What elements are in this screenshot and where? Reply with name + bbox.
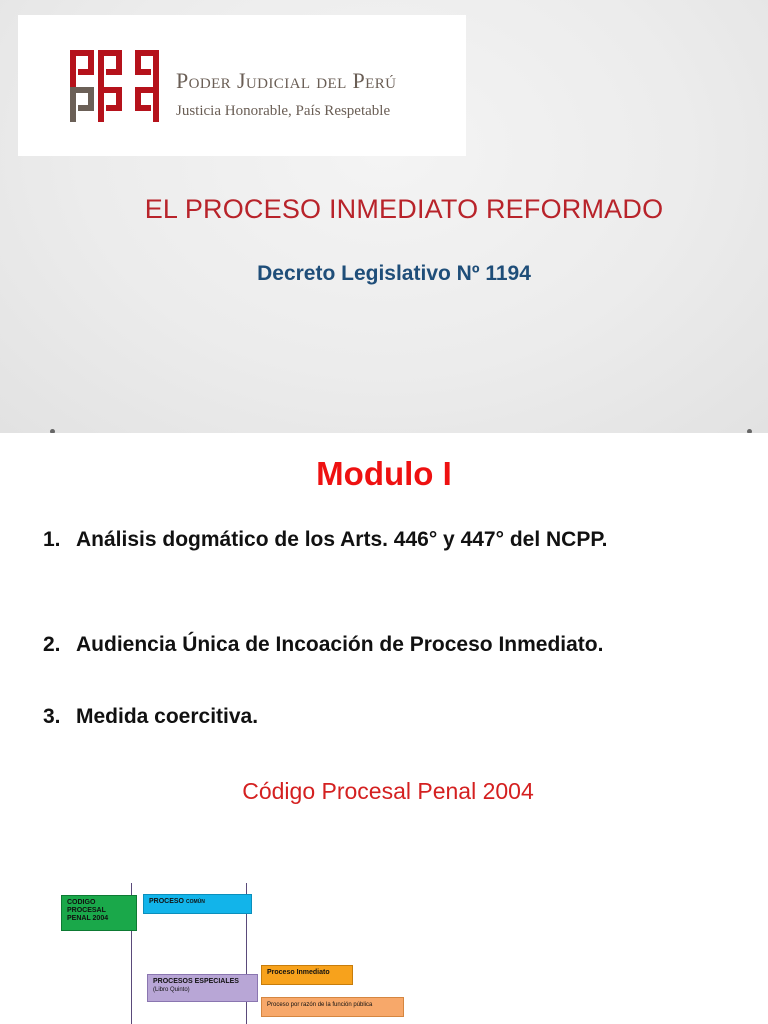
diagram-box-codigo	[61, 895, 137, 931]
diagram-box-inmediato-label: Proceso Inmediato	[267, 969, 330, 976]
list-item-number: 2.	[43, 633, 61, 656]
diagram-box-especiales-sub: (Libro Quinto)	[153, 987, 190, 993]
list-item	[43, 524, 743, 555]
diagram-box-proceso-label: PROCESO	[149, 898, 185, 905]
diagram-box-procesos-especiales	[147, 974, 258, 1002]
logo-banner	[18, 15, 466, 156]
diagram-box-especiales-label: PROCESOS ESPECIALES	[153, 978, 239, 985]
organization-tagline: Justicia Honorable, País Respetable	[176, 103, 391, 119]
reference-caption: Código Procesal Penal 2004	[242, 778, 534, 804]
list-item-text: Audiencia Única de Incoación de Proceso Inmediato.	[76, 633, 604, 656]
diagram-box-funcion-publica	[261, 997, 404, 1017]
list-item-number: 1.	[43, 528, 61, 551]
organization-name: Poder Judicial del Perú	[176, 68, 397, 93]
list-item	[43, 629, 743, 660]
module-title: Modulo I	[316, 455, 452, 492]
title-slide	[0, 0, 768, 433]
diagram-box-proceso-suffix: COMÚN	[185, 899, 205, 905]
module-slide	[0, 433, 768, 1024]
diagram-box-proceso-comun	[143, 894, 252, 914]
list-item-text: Análisis dogmático de los Arts. 446° y 447° del NCPP.	[76, 528, 608, 551]
poder-judicial-logo-icon	[68, 48, 162, 124]
presentation-subtitle: Decreto Legislativo Nº 1194	[257, 262, 531, 285]
diagram-box-funcion-label: Proceso por razón de la función pública	[267, 1002, 373, 1008]
list-item-text: Medida coercitiva.	[76, 705, 259, 728]
list-item-number: 3.	[43, 705, 61, 728]
diagram-box-proceso-inmediato	[261, 965, 353, 985]
presentation-title: EL PROCESO INMEDIATO REFORMADO	[144, 194, 664, 224]
diagram-box-codigo-label: CODIGO PROCESAL PENAL 2004	[67, 899, 109, 922]
list-item	[43, 701, 743, 732]
